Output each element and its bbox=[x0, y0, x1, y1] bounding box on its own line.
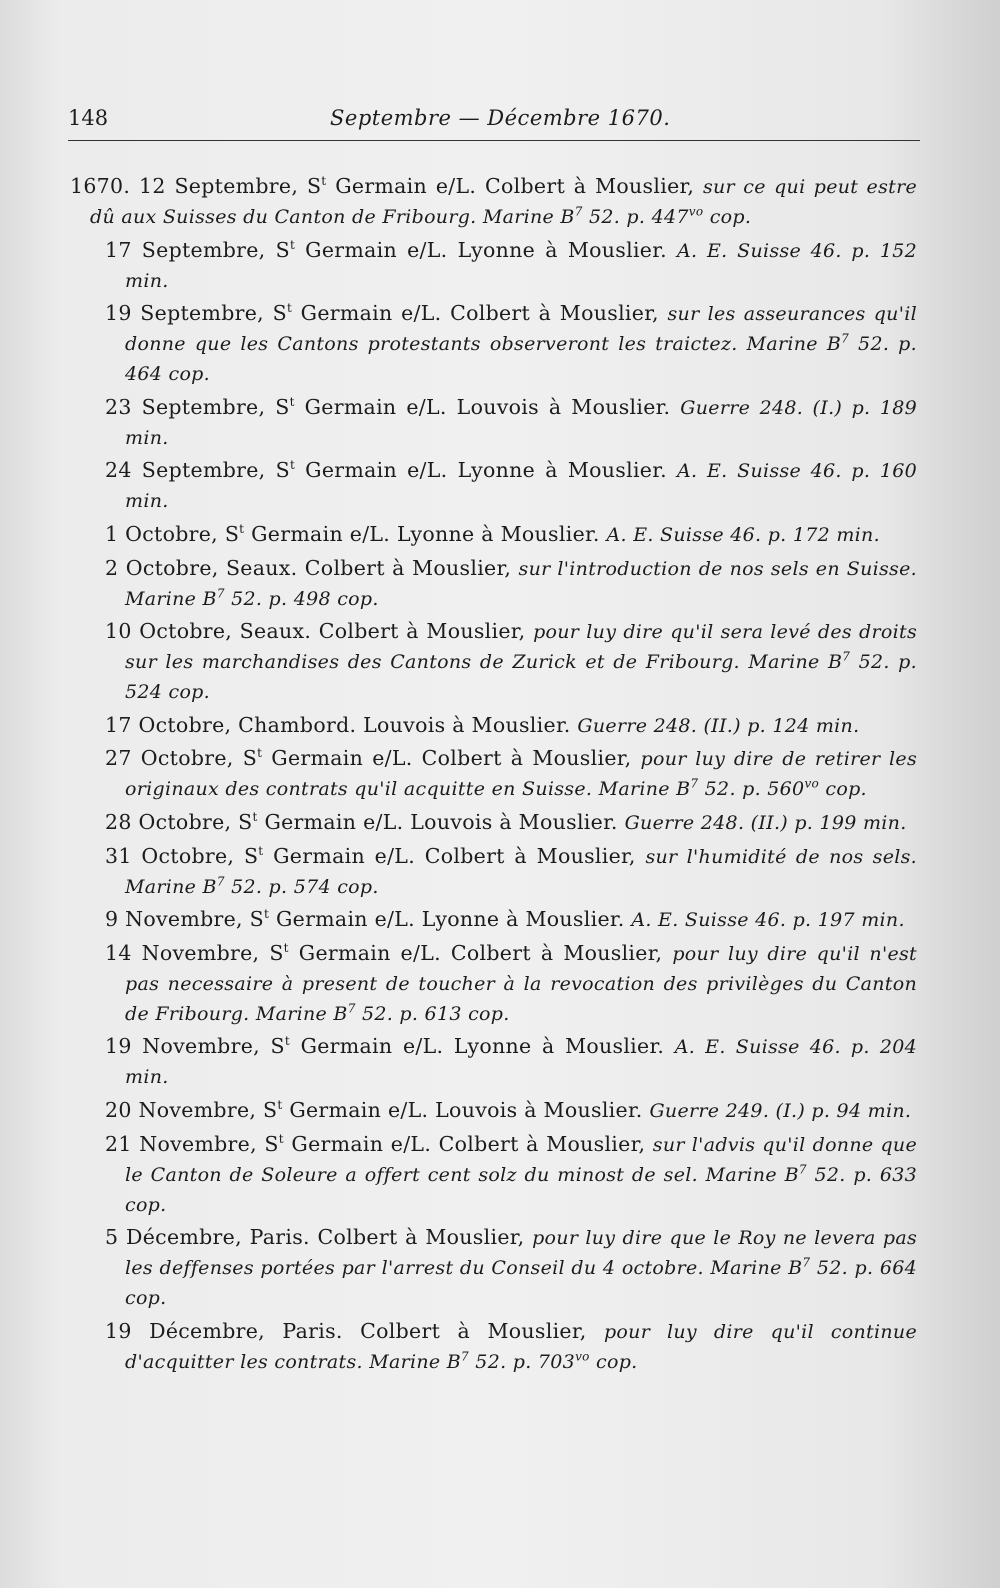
entry-summary: pour luy dire que le Roy ne levera pas les deffenses portées par l'arrest du Conseil du 4 octobre. Marine $B^7$ 52. p. 664 cop. bbox=[125, 1227, 917, 1310]
calendar-entry bbox=[105, 520, 917, 550]
entry-heading: 20 Novembre, $S^t$ Germain e/L. Louvois à Mouslier. bbox=[105, 1097, 650, 1122]
entry-summary: sur l'introduction de nos sels en Suisse. Marine $B^7$ 52. p. 498 cop. bbox=[125, 557, 917, 610]
calendar-entry bbox=[105, 456, 917, 516]
calendar-entry bbox=[105, 1130, 917, 1220]
entry-heading: 19 Décembre, Paris. Colbert à Mouslier, bbox=[105, 1318, 604, 1343]
entry-heading: 17 Octobre, Chambord. Louvois à Mouslier. bbox=[105, 712, 578, 737]
entry-summary: Guerre 248. (I.) p. 189 min. bbox=[125, 396, 917, 449]
calendar-entry bbox=[105, 905, 917, 935]
entry-heading: 27 Octobre, $S^t$ Germain e/L. Colbert à Mouslier, bbox=[105, 746, 641, 771]
page-number: 148 bbox=[68, 106, 109, 130]
calendar-entry bbox=[105, 617, 917, 707]
entry-list bbox=[70, 172, 918, 1380]
calendar-entry bbox=[105, 554, 917, 614]
entry-heading: 23 Septembre, $S^t$ Germain e/L. Louvois à Mouslier. bbox=[105, 394, 681, 419]
calendar-entry bbox=[105, 393, 917, 453]
entry-summary: pour luy dire qu'il sera levé des droits sur les marchandises des Cantons de Zurick et de Fribourg. Marine $B^7$ 52. p. 524 cop. bbox=[125, 621, 918, 704]
entry-summary: A. E. Suisse 46. p. 172 min. bbox=[606, 523, 880, 546]
calendar-entry bbox=[105, 299, 917, 389]
entry-summary: Guerre 248. (II.) p. 199 min. bbox=[624, 811, 907, 834]
header-rule bbox=[68, 140, 920, 141]
calendar-entry bbox=[105, 939, 917, 1029]
calendar-entry bbox=[105, 711, 917, 741]
entry-heading: 31 Octobre, $S^t$ Germain e/L. Colbert à Mouslier, bbox=[105, 843, 646, 868]
entry-summary: A. E. Suisse 46. p. 197 min. bbox=[631, 909, 905, 932]
entry-heading: 5 Décembre, Paris. Colbert à Mouslier, bbox=[105, 1225, 533, 1250]
calendar-entry bbox=[105, 1096, 917, 1126]
entry-heading: 19 Novembre, $S^t$ Germain e/L. Lyonne à Mouslier. bbox=[105, 1034, 675, 1059]
entry-summary: sur ce qui peut estre dû aux Suisses du Canton de Fribourg. Marine $B^7$ 52. p. $447^{vo}$ cop. bbox=[90, 176, 918, 228]
entry-summary: A. E. Suisse 46. p. 160 min. bbox=[125, 460, 918, 513]
entry-heading: 2 Octobre, Seaux. Colbert à Mouslier, bbox=[105, 555, 519, 580]
calendar-entry bbox=[105, 1317, 917, 1377]
entry-summary: A. E. Suisse 46. p. 204 min. bbox=[125, 1036, 917, 1089]
entry-heading: 19 Septembre, $S^t$ Germain e/L. Colbert à Mouslier, bbox=[105, 301, 668, 326]
entry-summary: A. E. Suisse 46. p. 152 min. bbox=[125, 239, 918, 292]
entry-summary: Guerre 249. (I.) p. 94 min. bbox=[649, 1099, 912, 1122]
entry-summary: pour luy dire de retirer les originaux des contrats qu'il acquitte en Suisse. Marine $B^7$ 52. p. $560^{vo}$ cop. bbox=[125, 748, 917, 801]
running-title: Septembre — Décembre 1670. bbox=[330, 106, 671, 130]
calendar-entry bbox=[105, 842, 917, 902]
entry-heading: 28 Octobre, $S^t$ Germain e/L. Louvois à Mouslier. bbox=[105, 809, 625, 834]
entry-heading: 24 Septembre, $S^t$ Germain e/L. Lyonne à Mouslier. bbox=[105, 458, 678, 483]
entry-heading: 9 Novembre, $S^t$ Germain e/L. Lyonne à Mouslier. bbox=[105, 907, 632, 932]
entry-summary: sur les asseurances qu'il donne que les Cantons protestants observeront les traictez. Marine $B^7$ 52. p. 464 cop. bbox=[125, 303, 917, 386]
entry-heading: 1 Octobre, $S^t$ Germain e/L. Lyonne à Mouslier. bbox=[105, 521, 607, 546]
entry-summary: sur l'advis qu'il donne que le Canton de Soleure a offert cent solz du minost de sel. Marine $B^7$ 52. p. 633 cop. bbox=[125, 1133, 918, 1216]
calendar-entry bbox=[70, 172, 917, 232]
page-header bbox=[68, 102, 920, 138]
entry-heading: 10 Octobre, Seaux. Colbert à Mouslier, bbox=[105, 619, 534, 644]
entry-heading: 14 Novembre, $S^t$ Germain e/L. Colbert à Mouslier, bbox=[105, 940, 673, 965]
calendar-entry bbox=[105, 744, 917, 804]
entry-heading: 21 Novembre, $S^t$ Germain e/L. Colbert à Mouslier, bbox=[105, 1131, 653, 1156]
calendar-entry bbox=[105, 236, 917, 296]
entry-summary: pour luy dire qu'il continue d'acquitter les contrats. Marine $B^7$ 52. p. $703^{vo}$ cop. bbox=[125, 1320, 917, 1373]
entry-heading: 17 Septembre, $S^t$ Germain e/L. Lyonne à Mouslier. bbox=[105, 237, 678, 262]
entry-heading: 1670. 12 Septembre, $S^t$ Germain e/L. Colbert à Mouslier, bbox=[70, 174, 703, 198]
entry-summary: sur l'humidité de nos sels. Marine $B^7$ 52. p. 574 cop. bbox=[125, 845, 918, 898]
calendar-entry bbox=[105, 1032, 917, 1092]
calendar-entry bbox=[105, 808, 917, 838]
calendar-entry bbox=[105, 1223, 917, 1313]
entry-summary: Guerre 248. (II.) p. 124 min. bbox=[577, 714, 860, 737]
entry-summary: pour luy dire qu'il n'est pas necessaire à present de toucher à la revocation des privilèges du Canton de Fribourg. Marine $B^7$ 52. p. 613 cop. bbox=[125, 942, 917, 1025]
